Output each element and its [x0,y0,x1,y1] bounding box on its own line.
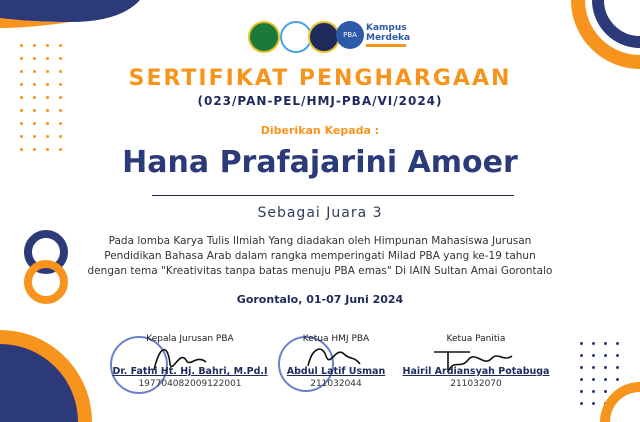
pba-logo-label: PBA [343,31,357,39]
body-line-3: dengan tema "Kreativitas tanpa batas menuju PBA emas" Di IAIN Sultan Amai Gorontalo [87,265,553,277]
decorative-dot [59,44,62,47]
decorative-dot [33,57,36,60]
decorative-dot [580,390,583,393]
decorative-dot [580,366,583,369]
decorative-dot [33,109,36,112]
name-underline [152,195,514,196]
decorative-dot [46,109,49,112]
signer-name-1: Dr. Fathi Ht. Hj. Bahri, M.Pd.I [112,366,268,377]
decorative-dot [46,44,49,47]
decorative-dot [20,44,23,47]
kampus-merdeka-line2: Merdeka [366,33,411,43]
body-line-2: Pendidikan Bahasa Arab dalam rangka memperingati Milad PBA yang ke-19 tahun [104,250,536,262]
given-to-label: Diberikan Kepada : [260,124,380,137]
signer-id-3: 211032070 [450,379,502,389]
signer-name-3: Hairil Ardiansyah Potabuga [402,366,550,377]
top-left-decoration [0,0,140,30]
decorative-dot [604,342,607,345]
certificate-title: SERTIFIKAT PENGHARGAAN [128,66,512,91]
signer-role-2: Ketua HMJ PBA [302,334,370,344]
kampus-merdeka-line1: Kampus [366,23,407,33]
body-line-1: Pada lomba Karya Tulis Ilmiah Yang diadakan oleh Himpunan Mahasiswa Jurusan [108,235,532,247]
decorative-dot [59,57,62,60]
logos-row [248,21,411,55]
signer-role-3: Ketua Panitia [446,334,506,344]
decorative-dot [580,354,583,357]
decorative-dot [20,57,23,60]
kampus-merdeka-logo [366,23,410,47]
decorative-dot [46,57,49,60]
certificate-number: (023/PAN-PEL/HMJ-PBA/VI/2024) [197,94,443,108]
certificate-body [80,234,560,279]
decorative-dot [59,109,62,112]
decorative-dot [580,342,583,345]
recipient-name: Hana Prafajarini Amoer [122,145,518,180]
decorative-dot [616,354,619,357]
signature-block-3 [398,332,554,389]
decorative-dot [616,342,619,345]
decorative-dot [20,109,23,112]
signature-block-2 [250,332,422,389]
place-date: Gorontalo, 01-07 Juni 2024 [236,293,404,306]
signer-id-1: 197704082009122001 [138,379,242,389]
decorative-dot [580,378,583,381]
decorative-dot [592,342,595,345]
signer-role-1: Kepala Jurusan PBA [146,334,234,344]
decorative-dot [604,354,607,357]
decorative-dot [592,354,595,357]
award-position: Sebagai Juara 3 [257,205,383,221]
signer-name-2: Abdul Latif Usman [286,366,386,377]
iain-logo [248,21,280,53]
decorative-dot [33,44,36,47]
pba-logo [336,21,364,49]
signer-id-2: 211032044 [310,379,362,389]
decorative-dot [580,402,583,405]
bottom-right-decoration [584,368,640,422]
